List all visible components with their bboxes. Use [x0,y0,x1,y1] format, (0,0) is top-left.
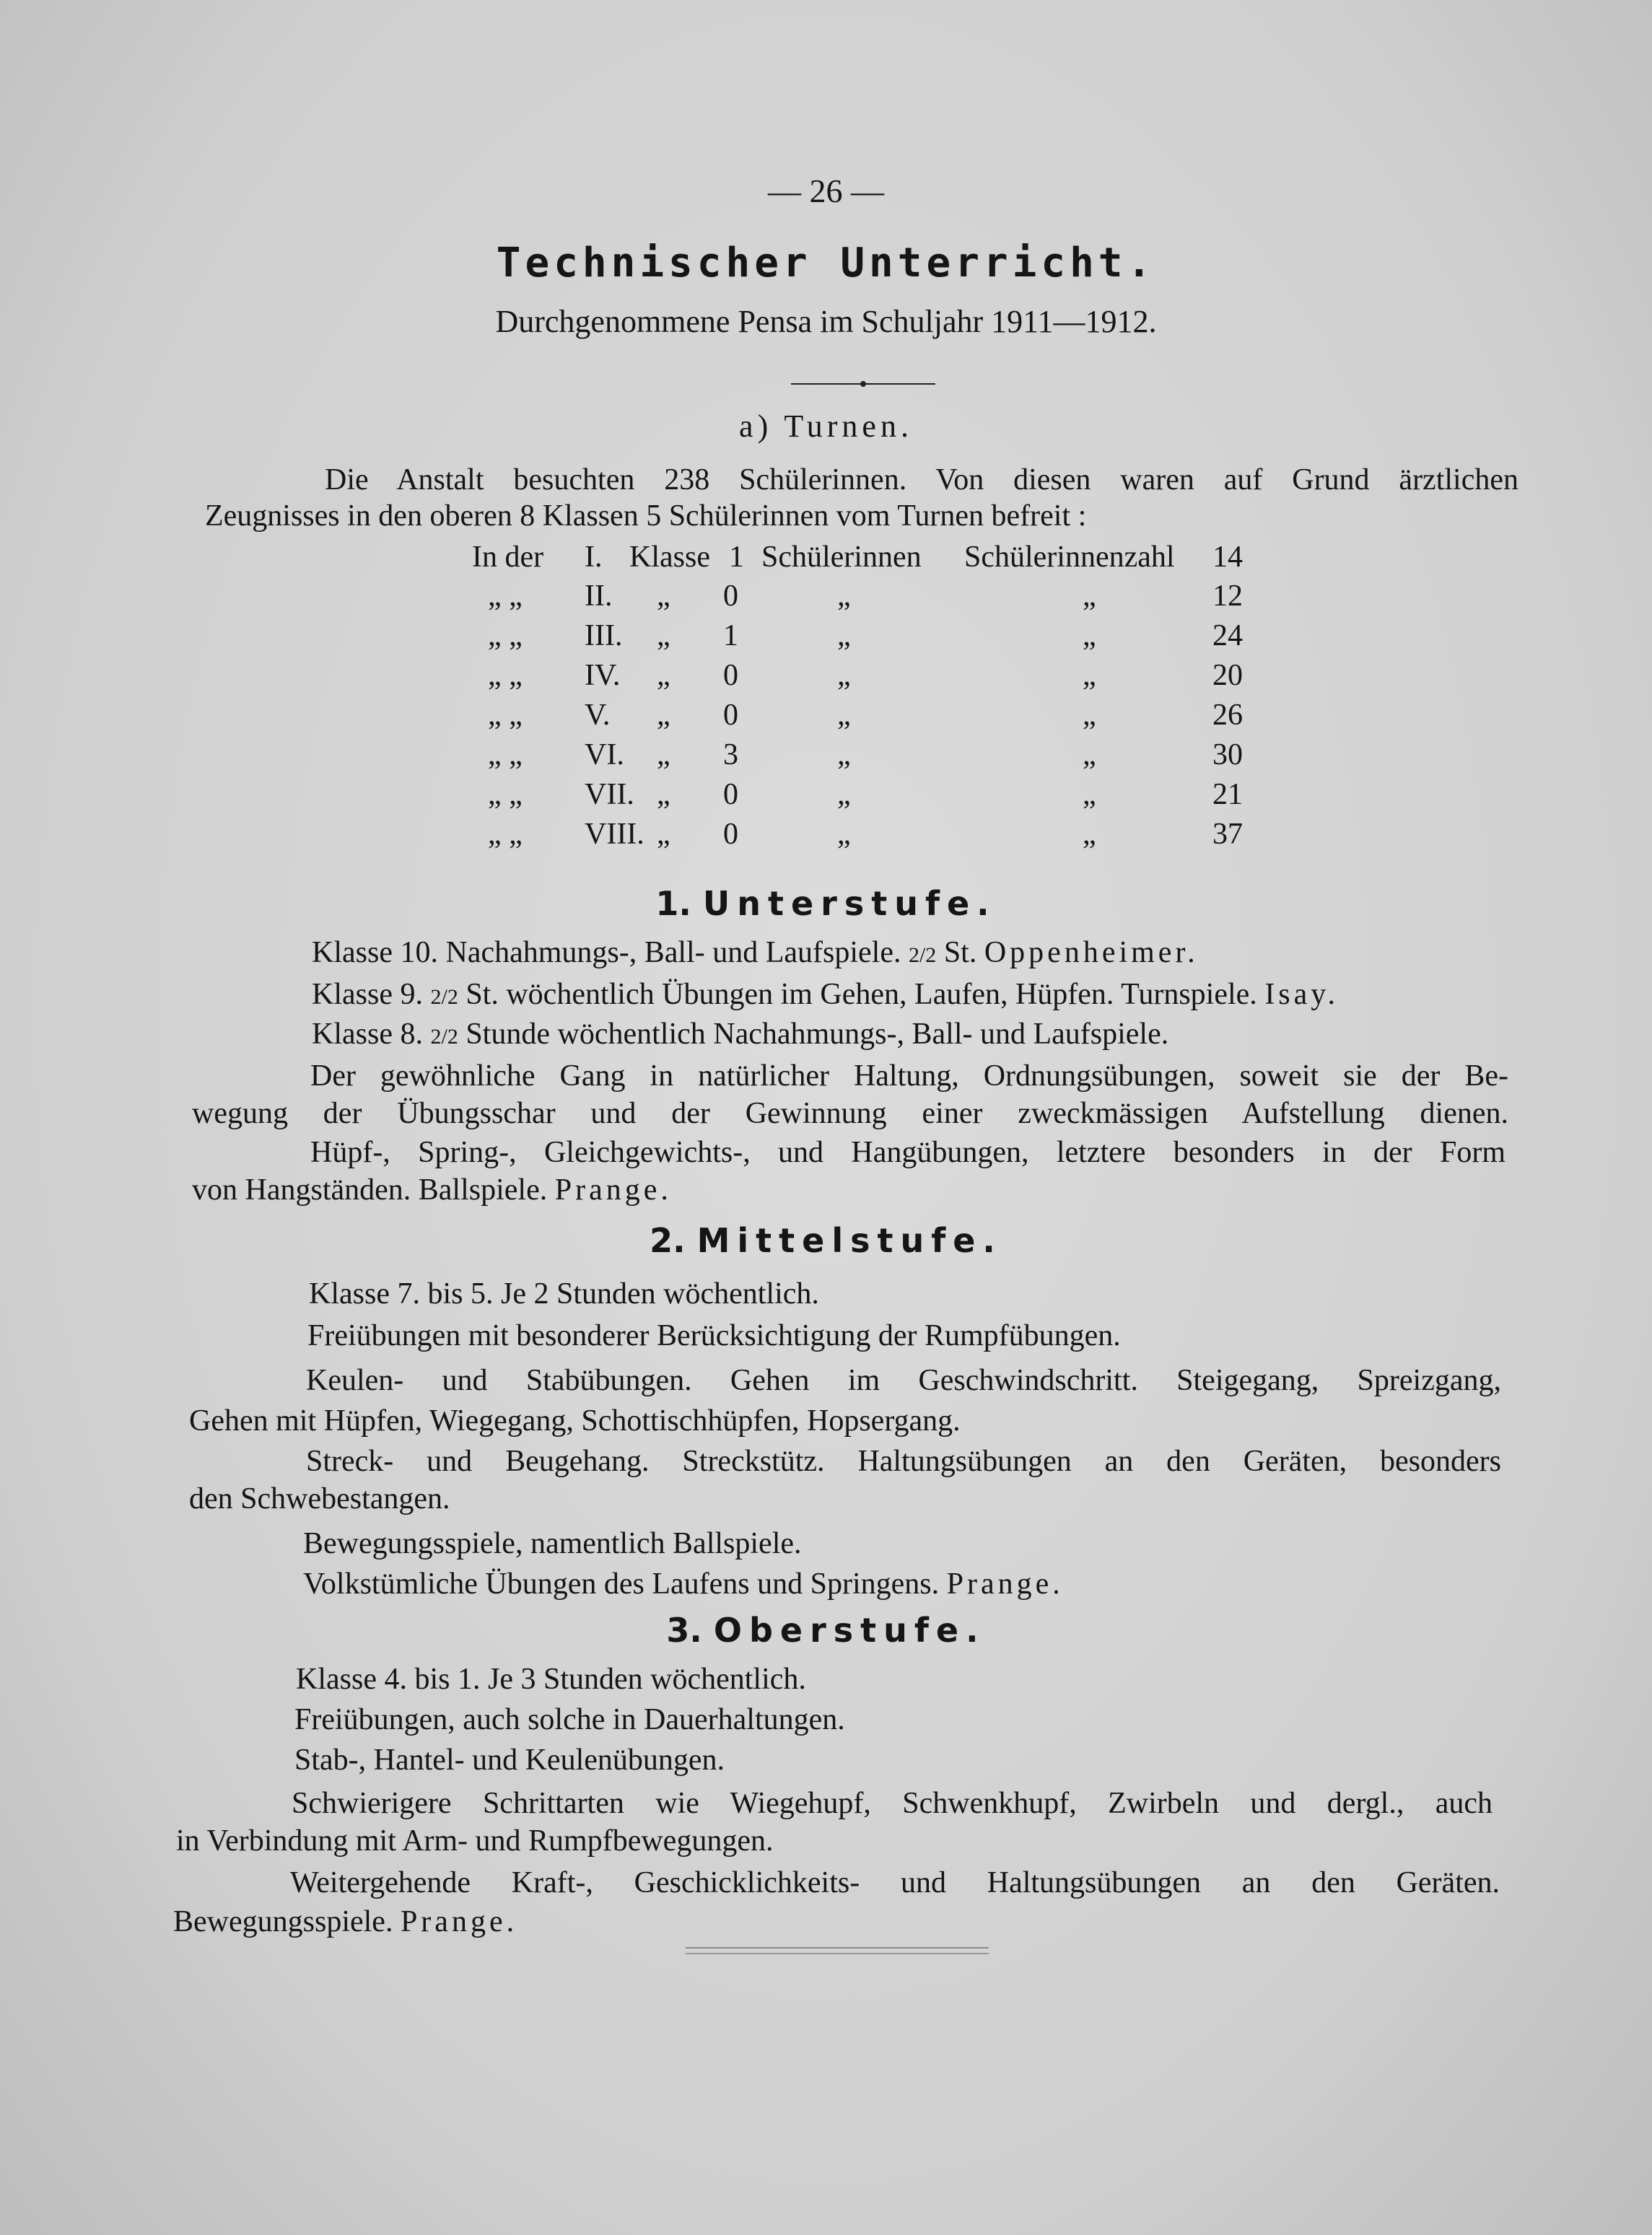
line-text: Klasse 8. [312,1018,423,1051]
row-klasse: VI. [585,738,624,771]
unterstufe-line-1 [312,935,1199,971]
mittelstufe-line-6: den Schwebestangen. [189,1482,450,1515]
mittelstufe-line-5: Streck- und Beugehang. Streckstütz. Haltungsübungen an den Geräten, besonders [306,1445,1501,1478]
mittelstufe-line-8 [303,1566,1064,1602]
teacher-name: Prange. [946,1567,1064,1601]
row-befreit: 1 [729,541,744,574]
subheading-turnen: a) Turnen. [739,408,913,444]
line-text: Bewegungsspiele. [173,1905,393,1938]
row-befreit: 0 [723,659,738,692]
section-heading-unterstufe [0,884,1652,923]
ditto-mark: „ [837,738,851,771]
section-title: Unterstufe. [702,884,997,923]
ditto-prefix: „ „ [488,778,523,811]
row-zahl: 14 [1212,541,1243,574]
row-zahl: 20 [1212,659,1243,692]
ditto-prefix: „ „ [488,699,523,732]
line-text: Stunde wöchentlich Nachahmungs-, Ball- und Laufspiele. [466,1018,1169,1051]
klasse-label: Klasse [629,541,710,574]
line-text: Volkstümliche Übungen des Laufens und Springens. [303,1567,940,1601]
unterstufe-line-7 [192,1172,672,1208]
unterstufe-line-3 [312,1016,1168,1052]
ornament-divider [791,377,935,391]
row-befreit: 0 [723,818,738,851]
page-title: Technischer Unterricht. [496,240,1156,287]
ditto-mark: „ [1083,699,1096,732]
section-number: 1. [655,884,691,923]
mittelstufe-line-2: Freiübungen mit besonderer Berücksichtigung der Rumpfübungen. [307,1319,1121,1352]
unterstufe-line-6: Hüpf-, Spring-, Gleichgewichts-, und Hangübungen, letztere besonders in der Form [310,1136,1505,1169]
oberstufe-line-6: Weitergehende Kraft-, Geschicklichkeits- und Haltungsübungen an den Geräten. [290,1866,1500,1899]
row-befreit: 3 [723,738,738,771]
ditto-mark: „ [1083,778,1096,811]
fraction: 2/2 [908,943,937,967]
ditto-mark: „ [1083,818,1096,851]
intro-line-1: Die Anstalt besuchten 238 Schülerinnen. Von diesen waren auf Grund ärztlichen [325,463,1518,497]
row-klasse: II. [585,579,613,613]
ditto-prefix: „ „ [488,579,523,613]
ditto-mark: „ [837,619,851,652]
mittelstufe-line-7: Bewegungsspiele, namentlich Ballspiele. [303,1527,802,1560]
row-zahl: 21 [1212,778,1243,811]
row-klasse: V. [585,699,611,732]
ditto-mark: „ [657,579,670,613]
oberstufe-line-3: Stab-, Hantel- und Keulenübungen. [294,1744,725,1777]
oberstufe-line-4: Schwierigere Schrittarten wie Wiegehupf, Schwenkhupf, Zwirbeln und dergl., auch [292,1787,1493,1820]
row-befreit: 0 [723,699,738,732]
ditto-prefix: „ „ [488,818,523,851]
row-zahl: 24 [1212,619,1243,652]
line-text: Klasse 10. Nachahmungs-, Ball- und Laufspiele. [312,936,901,969]
ditto-mark: „ [837,778,851,811]
ditto-prefix: „ „ [488,619,523,652]
row-prefix: In der [472,541,544,574]
zahl-label: Schülerinnenzahl [964,541,1175,574]
unterstufe-line-5: wegung der Übungsschar und der Gewinnung einer zweckmässigen Aufstellung dienen. [192,1097,1508,1130]
ditto-mark: „ [1083,659,1096,692]
mittelstufe-line-1: Klasse 7. bis 5. Je 2 Stunden wöchentlich. [309,1277,819,1311]
row-klasse: VIII. [585,818,644,851]
end-rule [686,1947,989,1954]
section-heading-mittelstufe [0,1221,1652,1260]
ditto-mark: „ [1083,738,1096,771]
row-befreit: 0 [723,778,738,811]
ditto-prefix: „ „ [488,738,523,771]
befreit-label: Schülerinnen [761,541,922,574]
intro-line-2: Zeugnisses in den oberen 8 Klassen 5 Schülerinnen vom Turnen befreit : [205,499,1087,533]
oberstufe-line-5: in Verbindung mit Arm- und Rumpfbewegungen. [176,1824,774,1858]
unterstufe-line-4: Der gewöhnliche Gang in natürlicher Haltung, Ordnungsübungen, soweit sie der Be- [310,1059,1508,1093]
teacher-name: Prange. [400,1905,518,1938]
row-klasse: III. [585,619,623,652]
mittelstufe-line-4: Gehen mit Hüpfen, Wiegegang, Schottischhüpfen, Hopsergang. [189,1404,961,1438]
ditto-mark: „ [657,699,670,732]
section-title: Oberstufe. [713,1611,986,1650]
ditto-mark: „ [1083,579,1096,613]
ditto-mark: „ [837,699,851,732]
ditto-mark: „ [837,818,851,851]
fraction: 2/2 [430,1025,458,1049]
subtitle: Durchgenommene Pensa im Schuljahr 1911—1912. [495,304,1157,339]
ditto-mark: „ [657,619,670,652]
line-text: Klasse 9. [312,978,423,1011]
row-zahl: 37 [1212,818,1243,851]
teacher-name: Isay. [1264,978,1339,1011]
ditto-mark: „ [1083,619,1096,652]
section-title: Mittelstufe. [696,1221,1002,1260]
section-heading-oberstufe [0,1611,1652,1650]
row-befreit: 0 [723,579,738,613]
section-number: 3. [666,1611,702,1650]
ditto-mark: „ [657,778,670,811]
line-text: St. wöchentlich Übungen im Gehen, Laufen, Hüpfen. Turnspiele. [466,978,1257,1011]
ditto-prefix: „ „ [488,659,523,692]
ditto-mark: „ [837,579,851,613]
ditto-mark: „ [657,738,670,771]
teacher-name: Oppenheimer. [984,936,1199,969]
row-klasse: I. [585,541,603,574]
fraction: 2/2 [430,985,458,1009]
line-text: von Hangständen. Ballspiele. [192,1173,548,1207]
oberstufe-line-1: Klasse 4. bis 1. Je 3 Stunden wöchentlich. [296,1663,806,1696]
line-text: St. [943,936,977,969]
row-klasse: IV. [585,659,621,692]
row-klasse: VII. [585,778,634,811]
teacher-name: Prange. [554,1173,672,1207]
row-zahl: 26 [1212,699,1243,732]
row-zahl: 30 [1212,738,1243,771]
ditto-mark: „ [837,659,851,692]
row-befreit: 1 [723,619,738,652]
oberstufe-line-7 [173,1904,517,1940]
oberstufe-line-2: Freiübungen, auch solche in Dauerhaltungen. [294,1703,845,1736]
ditto-mark: „ [657,659,670,692]
unterstufe-line-2 [312,976,1339,1012]
mittelstufe-line-3: Keulen- und Stabübungen. Gehen im Geschwindschritt. Steigegang, Spreizgang, [306,1364,1501,1397]
page-number: — 26 — [768,172,884,209]
section-number: 2. [650,1221,686,1260]
ditto-mark: „ [657,818,670,851]
row-zahl: 12 [1212,579,1243,613]
